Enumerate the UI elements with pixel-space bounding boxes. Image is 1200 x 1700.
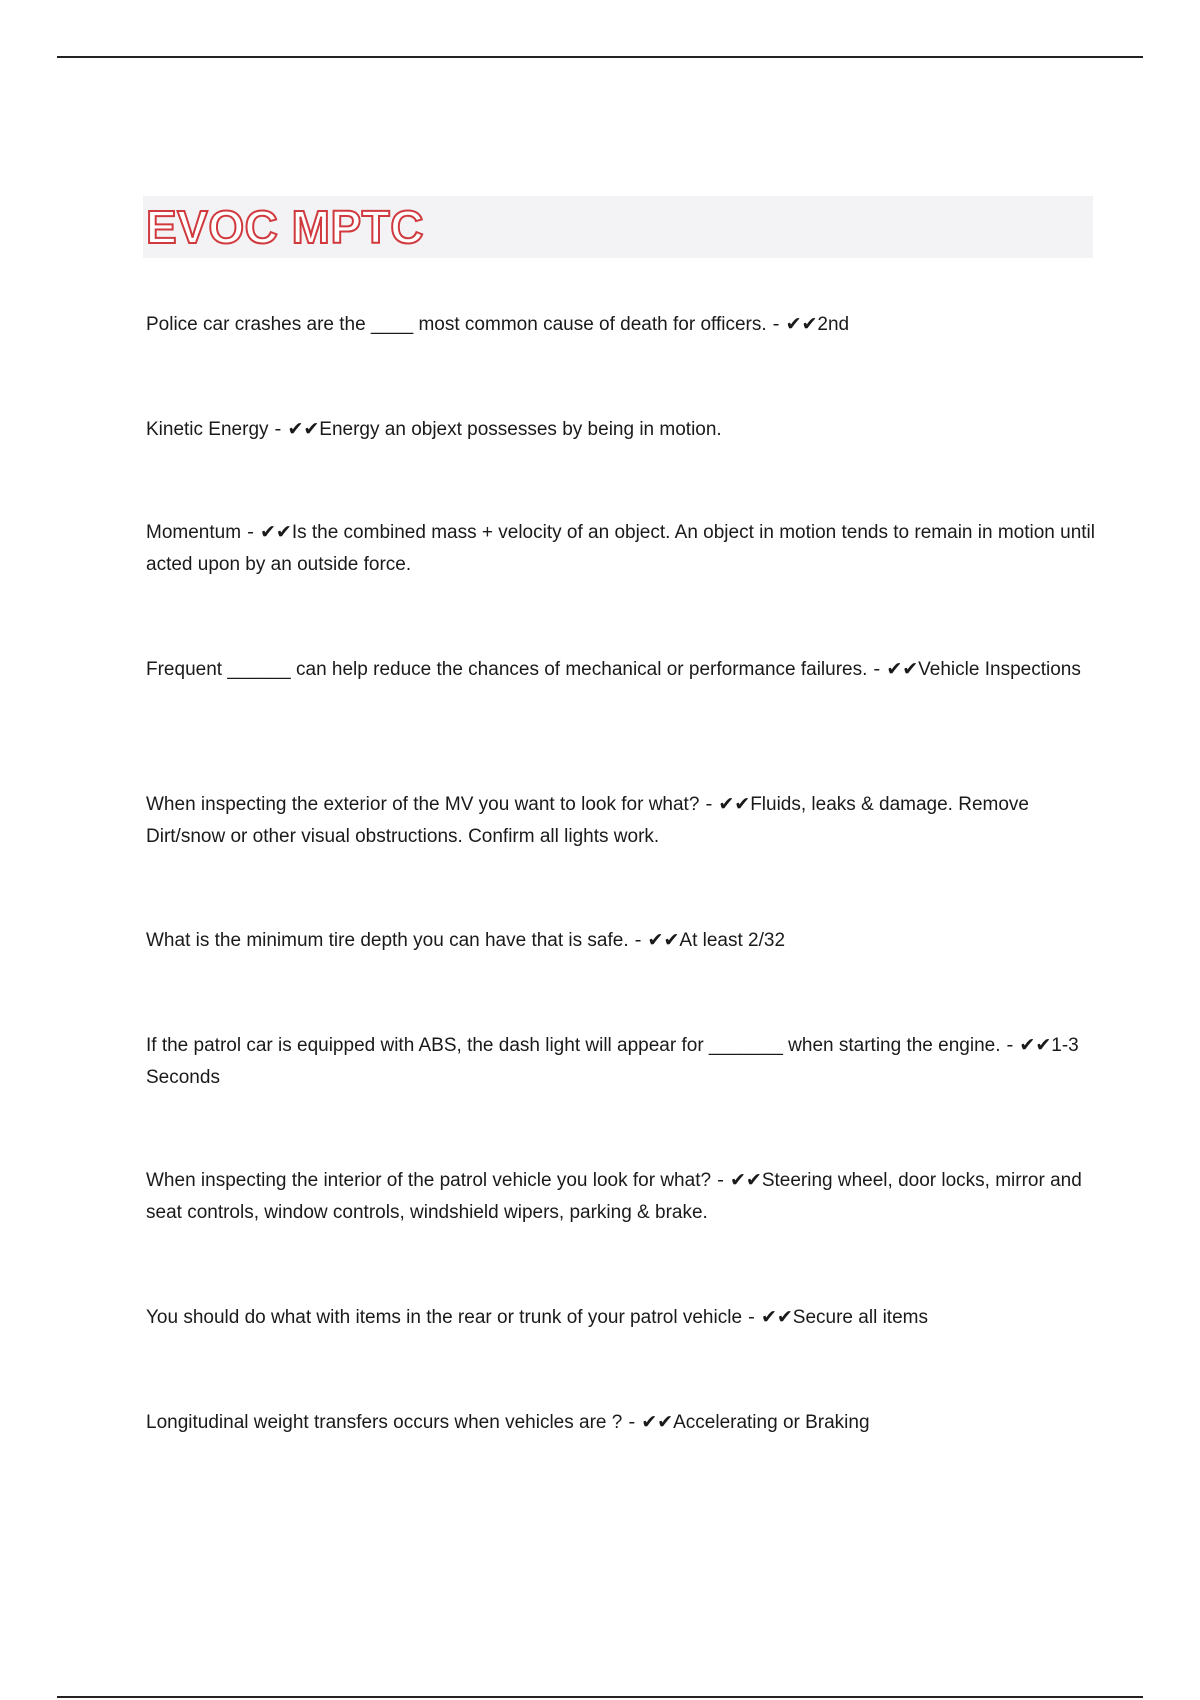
question-text: Frequent ______ can help reduce the chances of mechanical or performance failures. bbox=[146, 659, 868, 680]
answer-text: Energy an objext possesses by being in motion. bbox=[319, 419, 722, 440]
answer-text: Secure all items bbox=[792, 1307, 928, 1328]
checkmark-separator: - ✔✔ bbox=[742, 1306, 793, 1328]
qa-item bbox=[146, 1406, 1096, 1439]
qa-item bbox=[146, 1301, 1096, 1334]
qa-item bbox=[146, 1164, 1096, 1229]
answer-text: Vehicle Inspections bbox=[918, 659, 1081, 680]
answer-text: 2nd bbox=[817, 314, 850, 335]
question-text: When inspecting the exterior of the MV you want to look for what? bbox=[146, 794, 700, 815]
question-text: Momentum bbox=[146, 522, 242, 543]
question-text: What is the minimum tire depth you can have that is safe. bbox=[146, 930, 629, 951]
qa-item bbox=[146, 516, 1096, 581]
checkmark-separator: - ✔✔ bbox=[711, 1169, 762, 1191]
question-text: You should do what with items in the rear or trunk of your patrol vehicle bbox=[146, 1307, 743, 1328]
answer-text: Fluids, leaks & damage. Remove Dirt/snow or other visual obstructions. Confirm all lights work. bbox=[146, 794, 1029, 847]
question-text: Longitudinal weight transfers occurs when vehicles are ? bbox=[146, 1412, 623, 1433]
question-text: When inspecting the interior of the patrol vehicle you look for what? bbox=[146, 1170, 712, 1191]
answer-text: Steering wheel, door locks, mirror and seat controls, window controls, windshield wipers, parking & brake. bbox=[146, 1170, 1082, 1223]
checkmark-separator: - ✔✔ bbox=[867, 658, 919, 680]
question-text: If the patrol car is equipped with ABS, the dash light will appear for _______ when starting the engine. bbox=[146, 1035, 1001, 1056]
checkmark-separator: - ✔✔ bbox=[622, 1411, 674, 1433]
qa-item bbox=[146, 788, 1096, 853]
document-title: EVOC MPTC bbox=[146, 201, 424, 253]
question-text: Kinetic Energy bbox=[146, 419, 269, 440]
qa-item bbox=[146, 308, 1096, 341]
question-text: Police car crashes are the ____ most common cause of death for officers. bbox=[146, 314, 767, 335]
checkmark-separator: - ✔✔ bbox=[241, 521, 292, 543]
checkmark-separator: - ✔✔ bbox=[628, 929, 680, 951]
answer-text: Is the combined mass + velocity of an object. An object in motion tends to remain in motion until acted upon by an outside force. bbox=[146, 522, 1095, 575]
answer-text: Accelerating or Braking bbox=[673, 1412, 870, 1433]
checkmark-separator: - ✔✔ bbox=[699, 793, 751, 815]
qa-item bbox=[146, 924, 1096, 957]
footer-rule bbox=[57, 1696, 1143, 1698]
qa-item bbox=[146, 413, 1096, 446]
answer-text: At least 2/32 bbox=[679, 930, 786, 951]
checkmark-separator: - ✔✔ bbox=[766, 313, 818, 335]
header-rule bbox=[57, 56, 1143, 58]
checkmark-separator: - ✔✔ bbox=[268, 418, 320, 440]
checkmark-separator: - ✔✔ bbox=[1000, 1034, 1052, 1056]
qa-item bbox=[146, 653, 1096, 686]
answer-text: 1-3 Seconds bbox=[146, 1035, 1079, 1088]
qa-item bbox=[146, 1029, 1096, 1094]
title-banner bbox=[143, 196, 1093, 258]
